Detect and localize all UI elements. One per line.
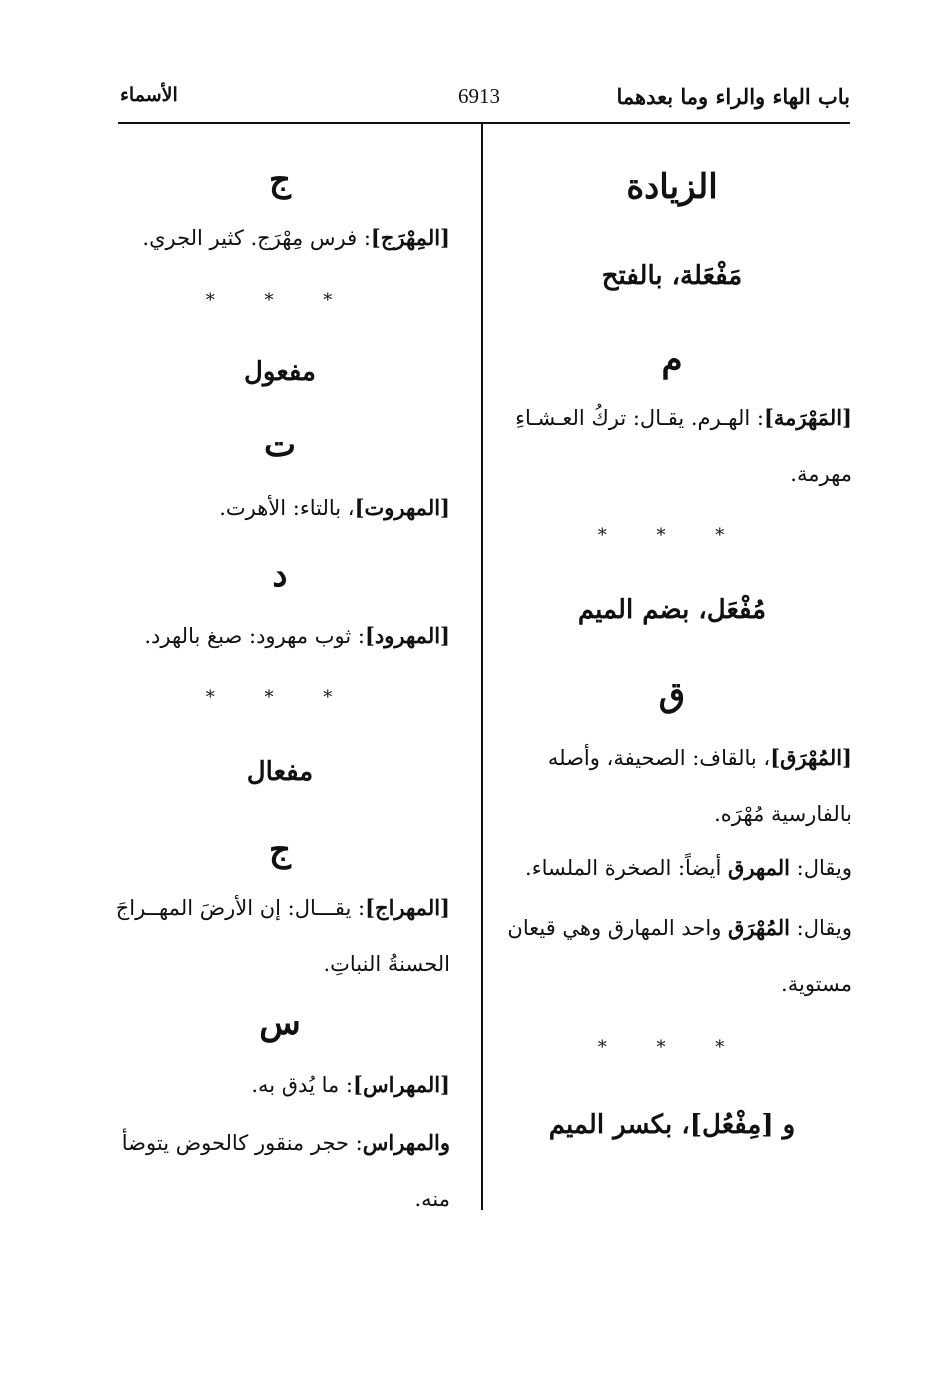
entry-text: : الهـرم. يقـال: تركُ العـشـاءِ مهرمة. xyxy=(515,406,852,486)
section-heading: الزيادة xyxy=(626,167,718,207)
entry-prefix: ويقال: xyxy=(796,856,852,880)
entry-headword: [المهرود] xyxy=(364,623,450,648)
separator-stars: * * * xyxy=(205,290,355,311)
entry-text: ، بالتاء: الأهرت. xyxy=(219,496,355,520)
dictionary-entry xyxy=(110,480,450,536)
entry-headword: المهرق xyxy=(728,855,790,880)
dictionary-entry xyxy=(492,730,852,842)
entry-headword: المُهْرَق xyxy=(728,915,790,940)
letter-heading: ج xyxy=(269,830,291,870)
entry-text: : حجر منقور كالحوض يتوضأ منه. xyxy=(121,1131,450,1211)
dictionary-entry xyxy=(492,840,852,896)
entry-headword: [المِهْرَج] xyxy=(370,225,450,250)
entry-text: : ثوب مهرود: صبغ بالهرد. xyxy=(144,624,365,648)
letter-heading: ق xyxy=(658,675,686,715)
entry-text: : ما يُدق به. xyxy=(251,1073,354,1097)
entry-headword: [المهراج] xyxy=(365,895,450,920)
separator-stars: * * * xyxy=(597,1037,747,1058)
entry-headword: [المَهْرَمة] xyxy=(763,405,852,430)
chapter-title: باب الهاء والراء وما بعدهما xyxy=(616,84,850,109)
letter-heading: ت xyxy=(263,425,296,465)
letter-heading: م xyxy=(661,340,683,380)
entry-text: : فرس مِهْرَج. كثير الجري. xyxy=(142,226,371,250)
entry-headword: [المُهْرَق] xyxy=(770,745,852,770)
letter-heading: د xyxy=(272,555,288,595)
dictionary-entry xyxy=(110,1057,450,1113)
pattern-heading: و [مِفْعُل]، بكسر الميم xyxy=(548,1110,796,1140)
entry-text: أيضاً: الصخرة الملساء. xyxy=(525,856,722,880)
entry-headword: [المهروت] xyxy=(354,495,450,520)
pattern-heading: مفعال xyxy=(246,757,314,787)
entry-headword: [المهراس] xyxy=(353,1072,450,1097)
separator-stars: * * * xyxy=(205,687,355,708)
dictionary-entry xyxy=(110,210,450,266)
separator-stars: * * * xyxy=(597,525,747,546)
page-header xyxy=(118,78,850,124)
letter-heading: ج xyxy=(269,160,291,200)
entry-text: ، بالقاف: الصحيفة، وأصله بالفارسية مُهْرَه. xyxy=(547,746,852,826)
dictionary-entry xyxy=(492,900,852,1012)
entry-text: واحد المهارق وهي قيعان مستوية. xyxy=(507,916,852,996)
entry-headword: والمهراس xyxy=(362,1130,450,1155)
entry-text: : يقـــال: إن الأرضَ المهــراجَ الحسنةُ النباتِ. xyxy=(115,896,450,976)
section-title: الأسماء xyxy=(120,84,178,106)
dictionary-entry xyxy=(110,608,450,664)
dictionary-entry xyxy=(492,390,852,502)
letter-heading: س xyxy=(259,1003,301,1043)
dictionary-entry xyxy=(110,1115,450,1227)
dictionary-entry xyxy=(110,880,450,992)
entry-prefix: ويقال: xyxy=(796,916,852,940)
pattern-heading: مُفْعَل، بضم الميم xyxy=(577,595,767,625)
column-divider xyxy=(481,123,483,1210)
pattern-heading: مفعول xyxy=(244,357,316,387)
page-number: 6913 xyxy=(458,84,500,108)
pattern-heading: مَفْعَلة، بالفتح xyxy=(601,261,743,291)
